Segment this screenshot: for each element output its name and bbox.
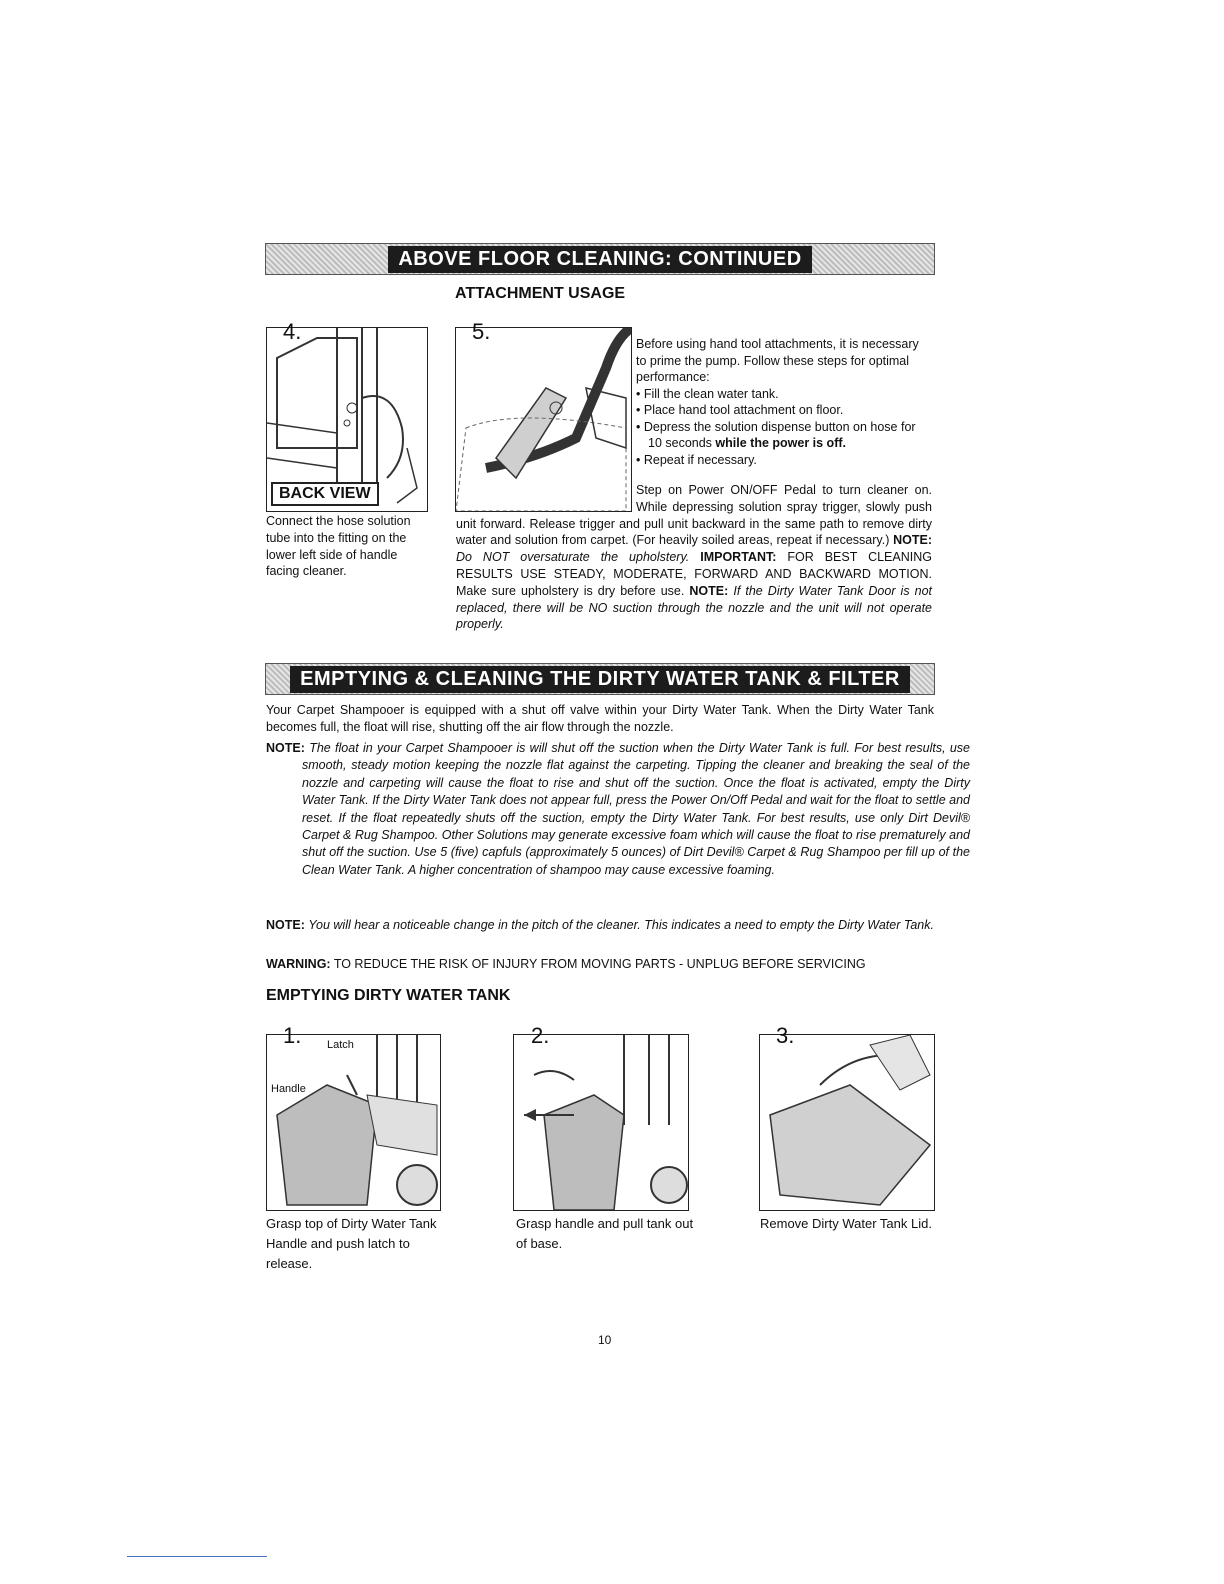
step-bold-text: while the power is off.	[715, 436, 846, 450]
important-label: IMPORTANT:	[700, 550, 777, 565]
empty-figure-1-number: 1.	[283, 1023, 302, 1048]
warning	[266, 956, 934, 973]
back-view-label: BACK VIEW	[271, 482, 379, 506]
empty-figure-2-number: 2.	[531, 1023, 550, 1048]
intro-paragraph: Your Carpet Shampooer is equipped with a shut off valve within your Dirty Water Tank. When the Dirty Water Tank becomes full, the float will rise, shutting off the air flow through the nozzle.	[266, 703, 934, 735]
note-1	[266, 740, 970, 879]
note-label: NOTE:	[893, 533, 932, 548]
step-item: • Fill the clean water tank.	[636, 386, 932, 403]
steps-list	[636, 386, 932, 469]
step-item: • Place hand tool attachment on floor.	[636, 402, 932, 419]
emptying-heading: EMPTYING DIRTY WATER TANK	[266, 987, 511, 1004]
empty-figure-3-caption: Remove Dirty Water Tank Lid.	[760, 1216, 932, 1231]
empty-figure-1	[266, 1034, 441, 1211]
note-2-label: NOTE:	[266, 918, 305, 932]
priming-steps	[636, 336, 932, 468]
section-banner-emptying	[265, 663, 935, 695]
note-label-2: NOTE:	[689, 583, 729, 598]
operation-paragraph	[456, 482, 932, 633]
page-number: 10	[598, 1333, 612, 1347]
steps-intro: Before using hand tool attachments, it is necessary to prime the pump. Follow these steps for optimal performance:	[636, 337, 919, 384]
note-2-text: You will hear a noticeable change in the pitch of the cleaner. This indicates a need to empty the Dirty Water Tank.	[308, 918, 934, 932]
handle-label: Handle	[271, 1083, 306, 1095]
empty-figure-2-caption: Grasp handle and pull tank out of base.	[516, 1216, 694, 1251]
figure-4-caption: Connect the hose solution tube into the fitting on the lower left side of handle facing cleaner.	[266, 514, 411, 579]
note-text-b: If the Dirty Water Tank Door is not replaced, there will be NO suction through the nozzle and the unit will not operate properly.	[456, 583, 932, 632]
note-2	[266, 917, 970, 934]
empty-figure-1-illustration	[267, 1035, 440, 1210]
attachment-usage-heading: ATTACHMENT USAGE	[455, 285, 626, 302]
empty-figure-3-number: 3.	[776, 1023, 795, 1048]
section-banner-title: ABOVE FLOOR CLEANING: CONTINUED	[388, 246, 811, 273]
warning-text: TO REDUCE THE RISK OF INJURY FROM MOVING PARTS - UNPLUG BEFORE SERVICING	[333, 957, 866, 971]
empty-figure-3-illustration	[760, 1035, 934, 1210]
empty-figure-2-illustration	[514, 1035, 688, 1210]
note-text-a: Do NOT oversaturate the upholstery.	[456, 550, 690, 565]
section-banner-title-2: EMPTYING & CLEANING THE DIRTY WATER TANK & FILTER	[290, 666, 910, 693]
figure-5-number: 5.	[472, 319, 491, 344]
float-spacer	[456, 482, 636, 512]
note-1-label: NOTE:	[266, 741, 305, 755]
important-text: FOR BEST CLEANING RESULTS USE STEADY, MODERATE, FORWARD AND BACKWARD MOTION. Make sure upholstery is dry before use.	[456, 550, 932, 598]
operation-text: Step on Power ON/OFF Pedal to turn cleaner on. While depressing solution spray trigger, slowly push unit forward. Release trigger and pull unit backward in the same path to remove dirty water and solution from carpet. (For heavily soiled areas, repeat if necessary.)	[456, 483, 932, 548]
note-1-text: The float in your Carpet Shampooer is will shut off the suction when the Dirty Water Tank is full. For best results, use smooth, steady motion keeping the nozzle flat against the carpeting. Tipping the cleaner and breaking the seal of the nozzle and carpeting will cause the float to rise and shut off the suction. Once the float is activated, empty the Dirty Water Tank. If the Dirty Water Tank does not appear full, press the Power On/Off Pedal and wait for the float to settle and reset. If the float repeatedly shuts off the suction, empty the Dirty Water Tank. For best results, use only Dirt Devil® Carpet & Rug Shampoo. Other Solutions may generate excessive foam which will cause the float to rise prematurely and shut off the suction. Use 5 (five) capfuls (approximately 5 ounces) of Dirt Devil® Carpet & Rug Shampoo per fill up of the Clean Water Tank. A higher concentration of shampoo may cause excessive foaming.	[302, 741, 970, 877]
latch-label: Latch	[327, 1039, 354, 1051]
step-item: • Repeat if necessary.	[636, 452, 932, 469]
figure-4-number: 4.	[283, 319, 302, 344]
figure-4-back-view	[266, 327, 428, 512]
empty-figure-2	[513, 1034, 689, 1211]
empty-figure-3	[759, 1034, 935, 1211]
section-banner-above-floor	[265, 243, 935, 275]
empty-figure-1-caption: Grasp top of Dirty Water Tank Handle and push latch to release.	[266, 1216, 437, 1271]
footer-rule	[127, 1556, 267, 1557]
step-item: • Depress the solution dispense button on hose for 10 seconds while the power is off.	[636, 419, 932, 452]
warning-label: WARNING:	[266, 957, 331, 971]
